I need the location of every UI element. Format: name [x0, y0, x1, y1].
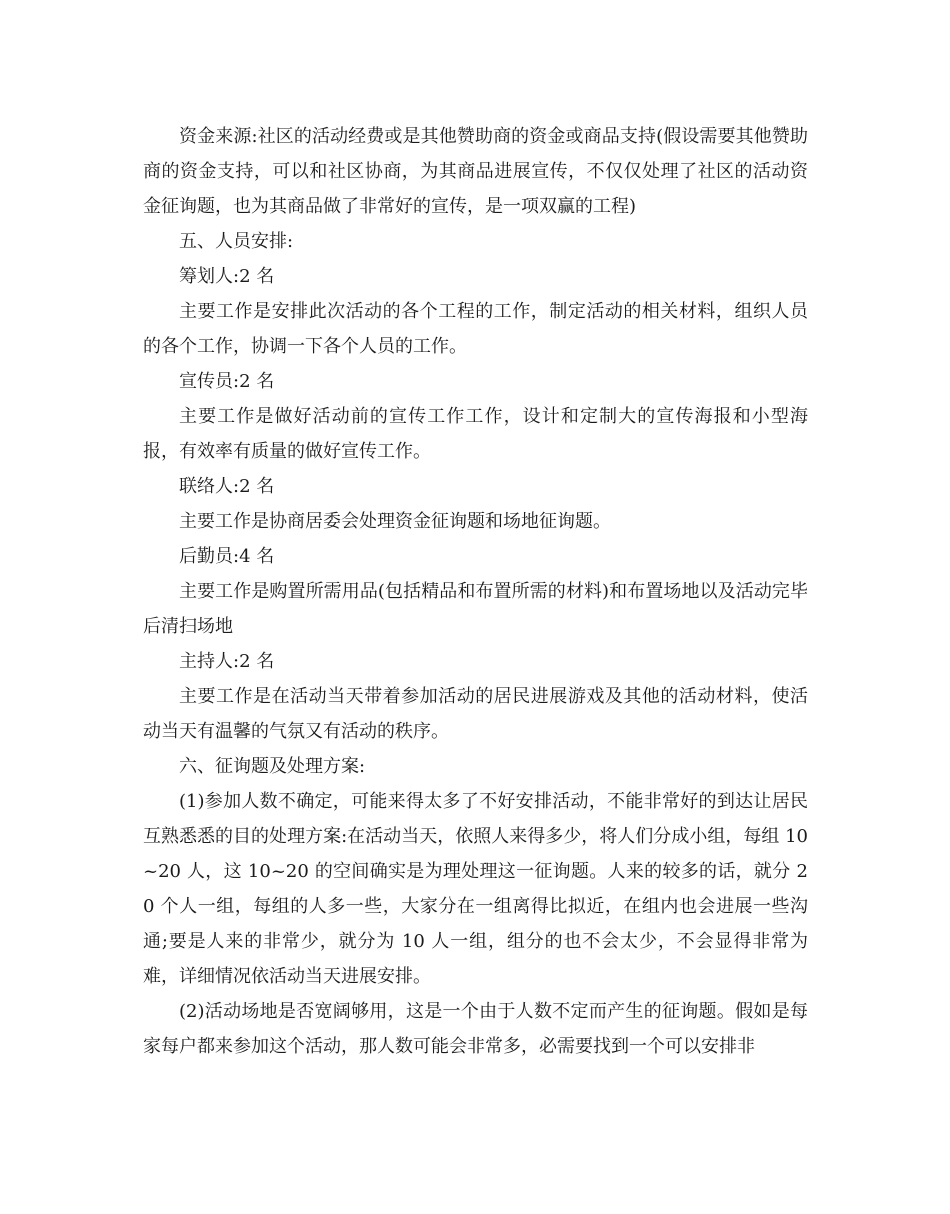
paragraph-host-duties: 主要工作是在活动当天带着参加活动的居民进展游戏及其他的活动材料，使活动当天有温馨的气氛又有活动的秩序。 [143, 686, 808, 742]
heading-issues-solutions: 六、征询题及处理方案: [179, 756, 366, 777]
role-host: 主持人:2 名 [179, 651, 275, 672]
heading-staff-arrangement: 五、人员安排: [179, 231, 294, 252]
paragraph-liaison-duties: 主要工作是协商居委会处理资金征询题和场地征询题。 [179, 511, 611, 532]
paragraph-planner-duties: 主要工作是安排此次活动的各个工程的工作，制定活动的相关材料，组织人员的各个工作，协调一下各个人员的工作。 [143, 301, 808, 357]
role-liaison: 联络人:2 名 [179, 476, 275, 497]
role-planner: 筹划人:2 名 [179, 266, 275, 287]
document-body [143, 119, 808, 1064]
paragraph-funding-source: 资金来源:社区的活动经费或是其他赞助商的资金或商品支持(假设需要其他赞助商的资金支持，可以和社区协商，为其商品进展宣传，不仅仅处理了社区的活动资金征询题，也为其商品做了非常好的宣传，是一项双赢的工程) [143, 126, 808, 217]
paragraph-publicity-duties: 主要工作是做好活动前的宣传工作工作，设计和定制大的宣传海报和小型海报，有效率有质量的做好宣传工作。 [143, 406, 808, 462]
role-publicity: 宣传员:2 名 [179, 371, 275, 392]
role-logistics: 后勤员:4 名 [179, 546, 275, 567]
paragraph-issue-1: (1)参加人数不确定，可能来得太多了不好安排活动，不能非常好的到达让居民互熟悉悉的目的处理方案:在活动当天，依照人来得多少，将人们分成小组，每组 10~20 人，这 10~20 的空间确实是为理处理这一征询题。人来的较多的话，就分 20 个人一组，每组的人多一些，大家分在一组离得比拟近，在组内也会进展一些沟通;要是人来的非常少，就分为 10 人一组，组分的也不会太少，不会显得非常为难，详细情况依活动当天进展安排。 [143, 791, 808, 987]
paragraph-issue-2: (2)活动场地是否宽阔够用，这是一个由于人数不定而产生的征询题。假如是每家每户都来参加这个活动，那人数可能会非常多，必需要找到一个可以安排非 [143, 1001, 808, 1057]
paragraph-logistics-duties: 主要工作是购置所需用品(包括精品和布置所需的材料)和布置场地以及活动完毕后清扫场地 [143, 581, 808, 637]
